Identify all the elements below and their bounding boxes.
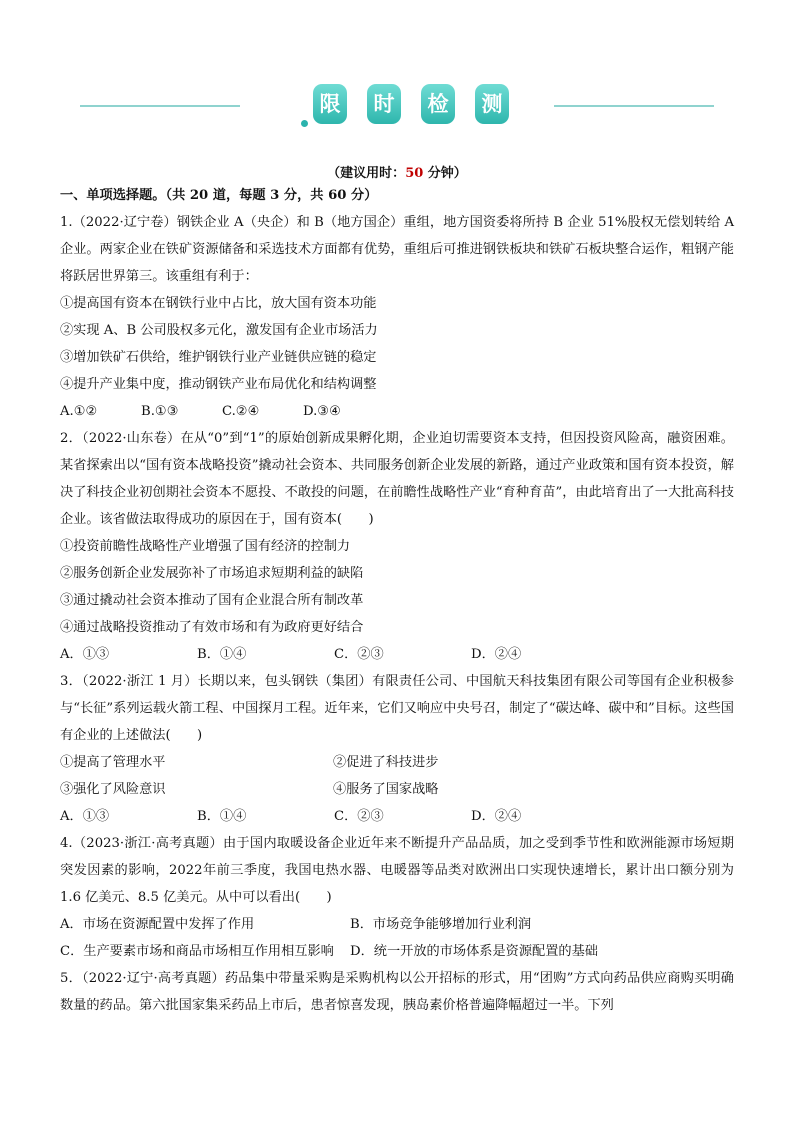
question-stem: 4.（2023·浙江·高考真题）由于国内取暖设备企业近年来不断提升产品品质，加之受到季节性和欧洲能源市场短期突发因素的影响，2022年前三季度，我国电热水器、电暖器等品类对欧洲出口实现快速增长，累计出口额分别为 1.6 亿美元、8.5 亿美元。从中可以看出( ) xyxy=(60,836,734,905)
option-c[interactable]: C．②③ xyxy=(334,809,384,824)
suggested-time-prefix: （建议用时： xyxy=(327,166,406,181)
statement-item: ②促进了科技进步 xyxy=(333,755,439,770)
option-a[interactable]: A．①③ xyxy=(60,647,110,662)
statement-item: ③增加铁矿石供给，维护钢铁行业产业链供应链的稳定 xyxy=(60,350,377,365)
statement-item: ②实现 A、B 公司股权多元化，激发国有企业市场活力 xyxy=(60,323,378,338)
answer-options xyxy=(60,911,734,938)
header-line-right xyxy=(554,105,714,107)
heading-char: 检 xyxy=(421,84,455,124)
answer-options xyxy=(60,398,734,425)
question-list xyxy=(60,182,734,1019)
section-title: 一、单项选择题。（共 20 道，每题 3 分，共 60 分） xyxy=(60,188,378,203)
option-c[interactable]: C．②③ xyxy=(334,647,384,662)
header-line-left xyxy=(80,105,240,107)
option-a[interactable]: A．①③ xyxy=(60,809,110,824)
statement-item: ③通过撬动社会资本推动了国有企业混合所有制改革 xyxy=(60,593,364,608)
answer-options xyxy=(60,803,734,830)
option-d[interactable]: D．统一开放的市场体系是资源配置的基础 xyxy=(350,944,598,959)
answer-options xyxy=(60,641,734,668)
option-d[interactable]: D．②④ xyxy=(471,647,522,662)
suggested-time-value: 50 xyxy=(405,166,424,181)
statement-row xyxy=(60,749,734,776)
statement-item: ①投资前瞻性战略性产业增强了国有经济的控制力 xyxy=(60,539,351,554)
option-d[interactable]: D．②④ xyxy=(471,809,522,824)
statement-item: ④通过战略投资推动了有效市场和有为政府更好结合 xyxy=(60,620,364,635)
statement-item: ②服务创新企业发展弥补了市场追求短期利益的缺陷 xyxy=(60,566,364,581)
statement-row xyxy=(60,776,734,803)
question-stem: 5．（2022·辽宁·高考真题）药品集中带量采购是采购机构以公开招标的形式，用“团购”方式向药品供应商购买明确数量的药品。第六批国家集采药品上市后，患者惊喜发现，胰岛素价格普遍降幅超过一半。下列 xyxy=(60,971,734,1013)
option-b[interactable]: B．市场竞争能够增加行业利润 xyxy=(350,917,532,932)
statement-item: ①提高了管理水平 xyxy=(60,755,166,770)
question-stem: 2．（2022·山东卷）在从“0”到“1”的原始创新成果孵化期，企业迫切需要资本支持，但因投资风险高，融资困难。某省探索出以“国有资本战略投资”撬动社会资本、共同服务创新企业发展的新路，通过产业政策和国有资本投资，解决了科技企业初创期社会资本不愿投、不敢投的问题，在前瞻性战略性产业“育种育苗”，由此培育出了一大批高科技企业。该省做法取得成功的原因在于，国有资本( ) xyxy=(60,431,734,527)
option-c[interactable]: C．生产要素市场和商品市场相互作用相互影响 xyxy=(60,944,334,959)
header-dot xyxy=(301,120,308,127)
page-header xyxy=(0,84,794,134)
heading-char: 时 xyxy=(367,84,401,124)
question-stem: 3．（2022·浙江 1 月）长期以来，包头钢铁（集团）有限责任公司、中国航天科技集团有限公司等国有企业积极参与“长征”系列运载火箭工程、中国探月工程。近年来，它们又响应中央号召，制定了“碳达峰、碳中和”目标。这些国有企业的上述做法( ) xyxy=(60,674,734,743)
option-b[interactable]: B．①④ xyxy=(197,647,247,662)
option-b[interactable]: B．①④ xyxy=(197,809,247,824)
option-c[interactable]: C.②④ xyxy=(222,404,260,419)
statement-item: ④服务了国家战略 xyxy=(333,782,439,797)
statement-item: ①提高国有资本在钢铁行业中占比，放大国有资本功能 xyxy=(60,296,377,311)
statement-item: ④提升产业集中度，推动钢铁产业布局优化和结构调整 xyxy=(60,377,377,392)
question-stem: 1.（2022·辽宁卷）钢铁企业 A（央企）和 B（地方国企）重组，地方国资委将所持 B 企业 51%股权无偿划转给 A 企业。两家企业在铁矿资源储备和采选技术方面都有优势，重组后可推进钢铁板块和铁矿石板块整合运作，粗钢产能将跃居世界第三。该重组有利于： xyxy=(60,215,734,284)
suggested-time xyxy=(0,162,794,181)
statement-item: ③强化了风险意识 xyxy=(60,782,166,797)
heading-char: 测 xyxy=(475,84,509,124)
option-a[interactable]: A.①② xyxy=(60,404,98,419)
option-a[interactable]: A．市场在资源配置中发挥了作用 xyxy=(60,917,255,932)
section-heading xyxy=(313,84,509,124)
option-b[interactable]: B.①③ xyxy=(141,404,179,419)
suggested-time-suffix: 分钟） xyxy=(423,166,467,181)
heading-char: 限 xyxy=(313,84,347,124)
answer-options xyxy=(60,938,734,965)
option-d[interactable]: D.③④ xyxy=(303,404,341,419)
